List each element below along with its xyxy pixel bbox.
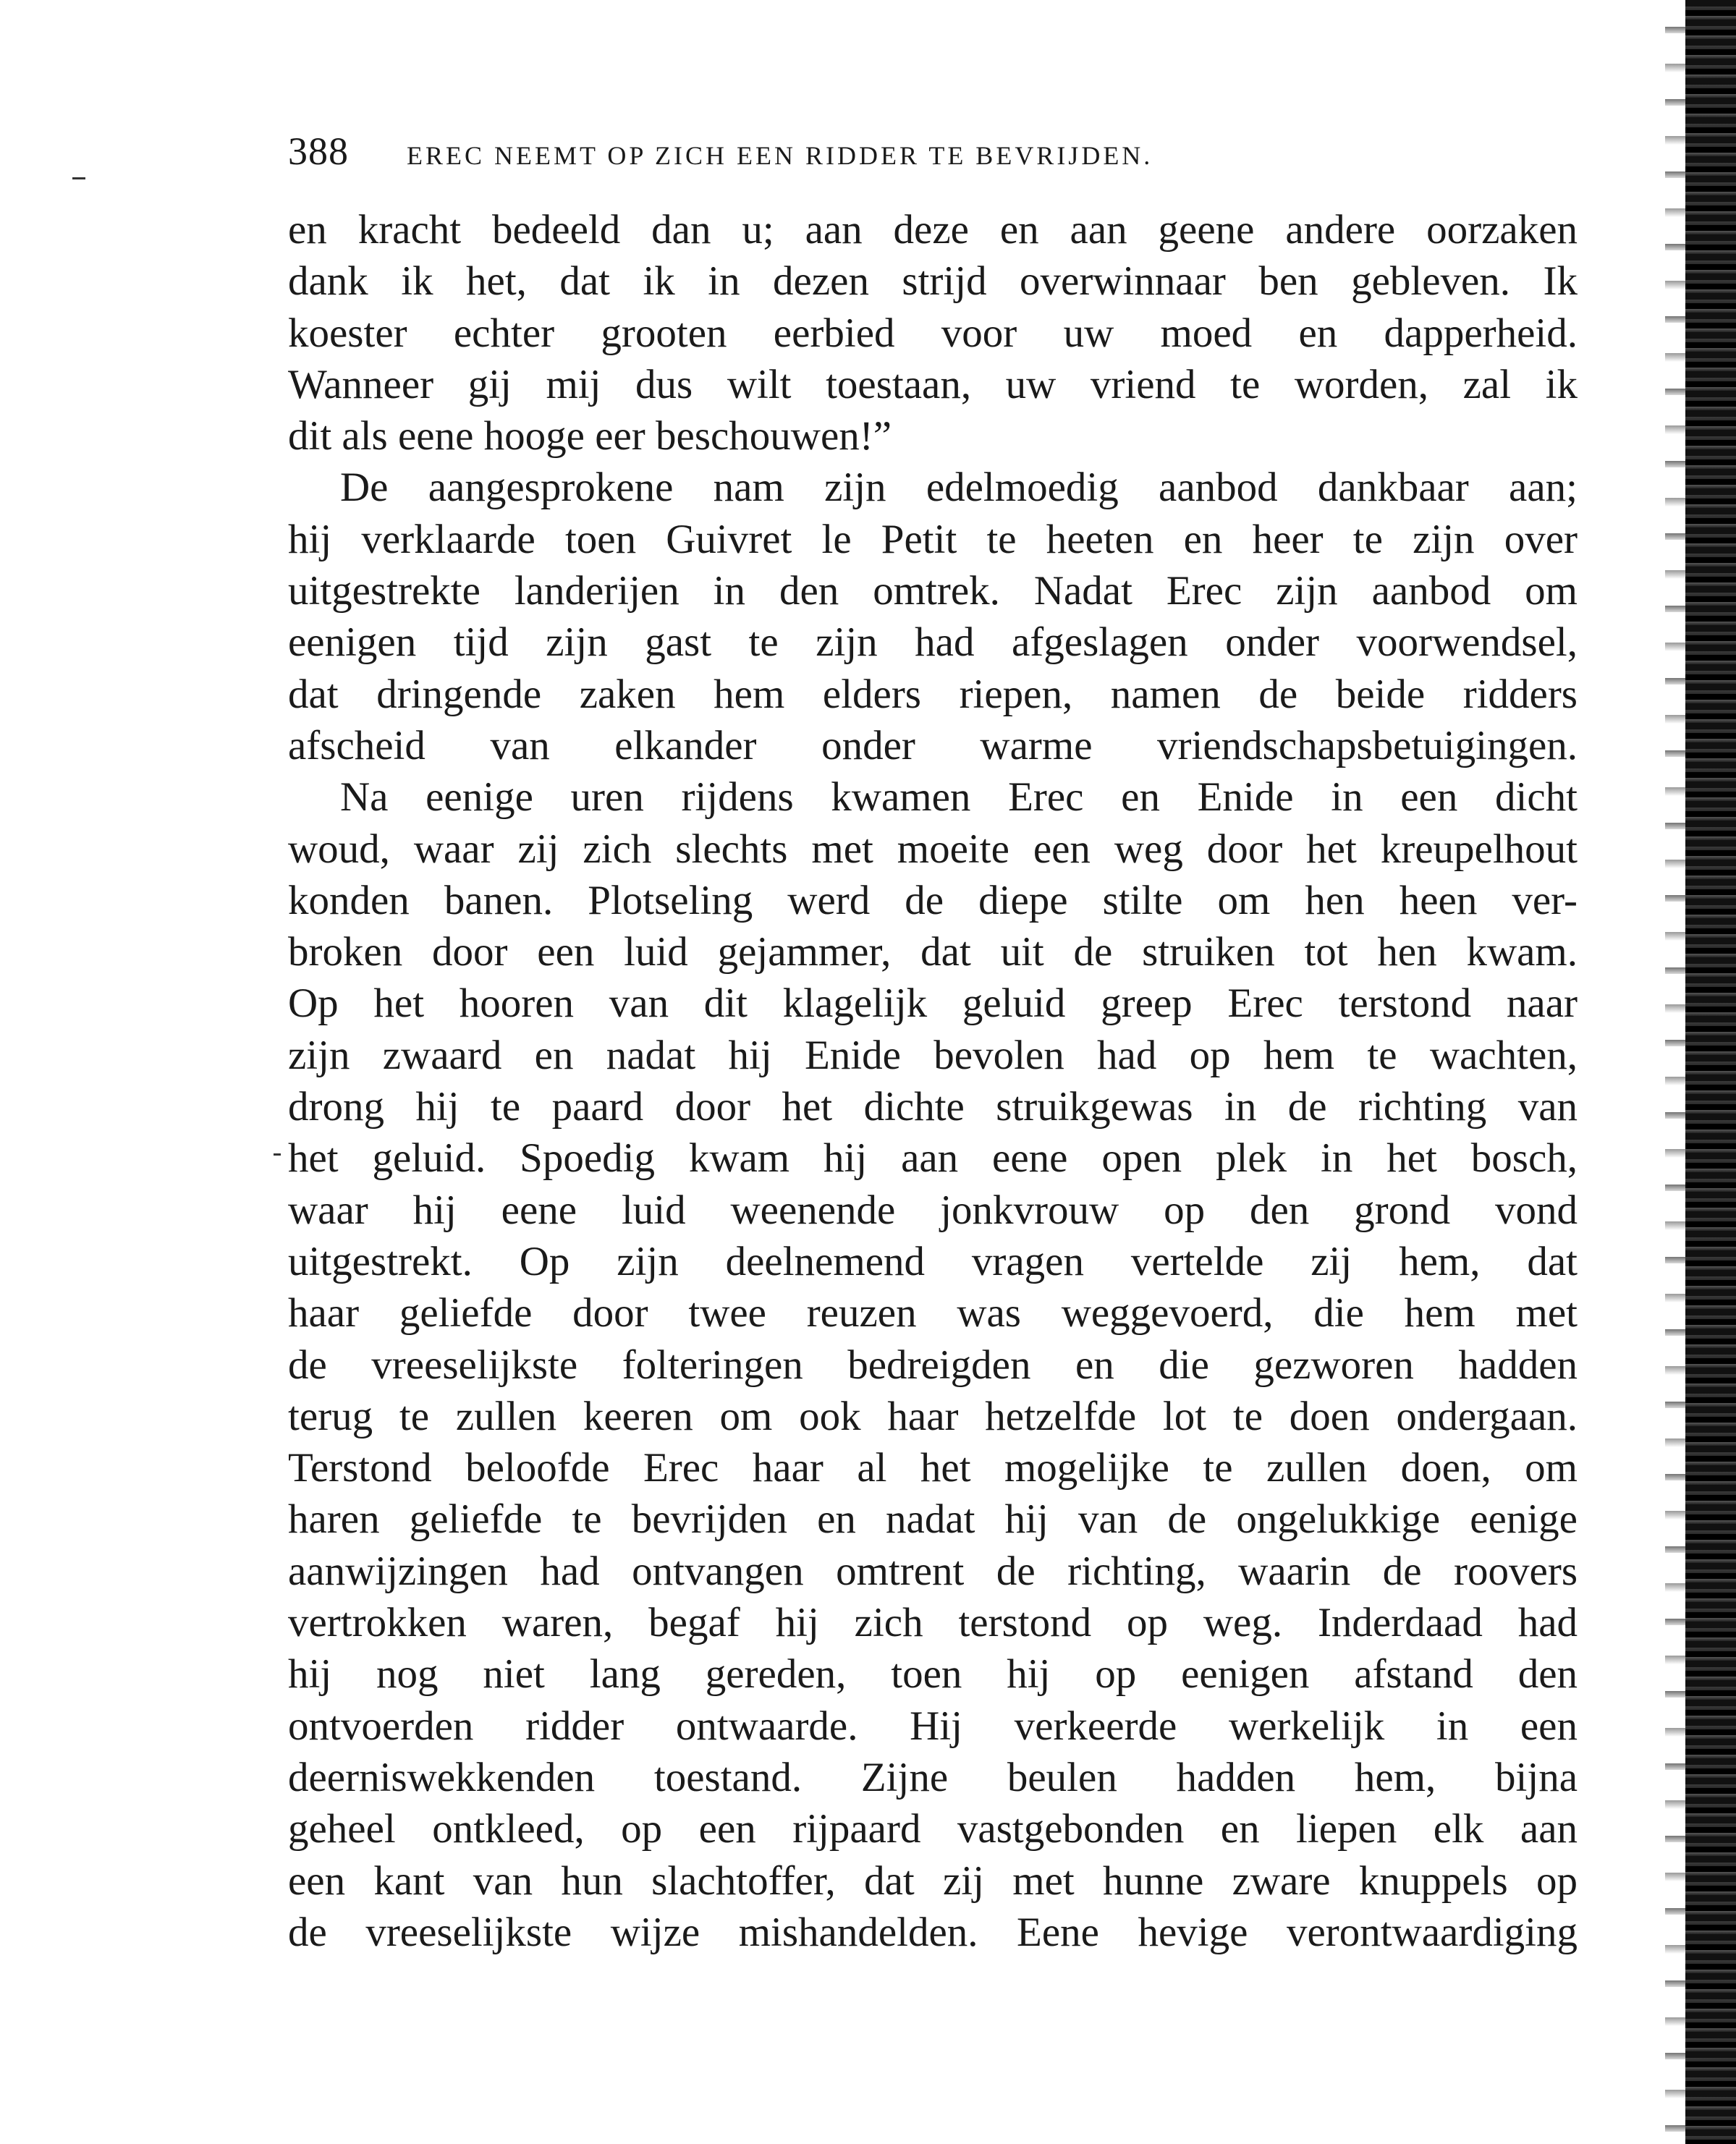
text-line: Terstond beloofde Erec haar al het mogelijke te zullen doen, om	[288, 1445, 1578, 1491]
text-line: vertrokken waren, begaf hij zich terstond op weg. Inderdaad had	[288, 1600, 1578, 1646]
text-line: terug te zullen keeren om ook haar hetzelfde lot te doen ondergaan.	[288, 1393, 1578, 1439]
text-line: uitgestrekte landerijen in den omtrek. Nadat Erec zijn aanbod om	[288, 568, 1578, 614]
text-line: afscheid van elkander onder warme vriendschapsbetuigingen.	[288, 722, 1578, 768]
text-line: dit als eene hooge eer beschouwen!”	[288, 413, 892, 459]
text-line: Op het hooren van dit klagelijk geluid greep Erec terstond naar	[288, 980, 1578, 1027]
text-line: woud, waar zij zich slechts met moeite een weg door het kreupelhout	[288, 826, 1578, 872]
margin-mark-top	[72, 177, 85, 179]
text-line: koester echter grooten eerbied voor uw moed en dapperheid.	[288, 310, 1578, 356]
text-line: een kant van hun slachtoffer, dat zij met hunne zware knuppels op	[288, 1857, 1578, 1904]
scanned-page-edge	[1685, 0, 1736, 2144]
text-line: De aangesprokene nam zijn edelmoedig aanbod dankbaar aan;	[340, 465, 1578, 511]
margin-mark-middle	[274, 1153, 281, 1156]
text-line: hij nog niet lang gereden, toen hij op eenigen afstand den	[288, 1651, 1578, 1698]
text-line: geheel ontkleed, op een rijpaard vastgebonden en liepen elk aan	[288, 1806, 1578, 1852]
text-line: de vreeselijkste folteringen bedreigden en die gezworen hadden	[288, 1342, 1578, 1388]
text-line: uitgestrekt. Op zijn deelnemend vragen vertelde zij hem, dat	[288, 1238, 1578, 1284]
text-line: haar geliefde door twee reuzen was weggevoerd, die hem met	[288, 1290, 1578, 1336]
text-line: haren geliefde te bevrijden en nadat hij van de ongelukkige eenige	[288, 1496, 1578, 1543]
text-line: de vreeselijkste wijze mishandelden. Eene hevige verontwaardiging	[288, 1909, 1578, 1955]
text-line: drong hij te paard door het dichte struikgewas in de richting van	[288, 1084, 1578, 1130]
text-line: waar hij eene luid weenende jonkvrouw op den grond vond	[288, 1187, 1578, 1233]
text-line: zijn zwaard en nadat hij Enide bevolen had op hem te wachten,	[288, 1032, 1578, 1078]
text-line: het geluid. Spoedig kwam hij aan eene open plek in het bosch,	[288, 1135, 1578, 1182]
text-line: deerniswekkenden toestand. Zijne beulen hadden hem, bijna	[288, 1754, 1578, 1800]
text-line: Wanneer gij mij dus wilt toestaan, uw vriend te worden, zal ik	[288, 361, 1578, 407]
page-number: 388	[288, 130, 349, 173]
text-line: aanwijzingen had ontvangen omtrent de richting, waarin de roovers	[288, 1548, 1578, 1594]
text-line: dank ik het, dat ik in dezen strijd overwinnaar ben gebleven. Ik	[288, 258, 1578, 305]
text-line: eenigen tijd zijn gast te zijn had afgeslagen onder voorwendsel,	[288, 619, 1578, 666]
page-header	[288, 129, 1591, 194]
running-head: EREC NEEMT OP ZICH EEN RIDDER TE BEVRIJDEN.	[407, 141, 1153, 170]
text-line: broken door een luid gejammer, dat uit de struiken tot hen kwam.	[288, 929, 1578, 975]
text-line: en kracht bedeeld dan u; aan deze en aan geene andere oorzaken	[288, 207, 1578, 253]
text-line: dat dringende zaken hem elders riepen, namen de beide ridders	[288, 671, 1578, 717]
body-text	[288, 204, 1578, 1958]
text-line: ontvoerden ridder ontwaarde. Hij verkeerde werkelijk in een	[288, 1703, 1578, 1749]
text-line: hij verklaarde toen Guivret le Petit te heeten en heer te zijn over	[288, 516, 1578, 562]
text-line: konden banen. Plotseling werd de diepe stilte om hen heen ver-	[288, 877, 1578, 923]
text-line: Na eenige uren rijdens kwamen Erec en Enide in een dicht	[340, 774, 1578, 821]
